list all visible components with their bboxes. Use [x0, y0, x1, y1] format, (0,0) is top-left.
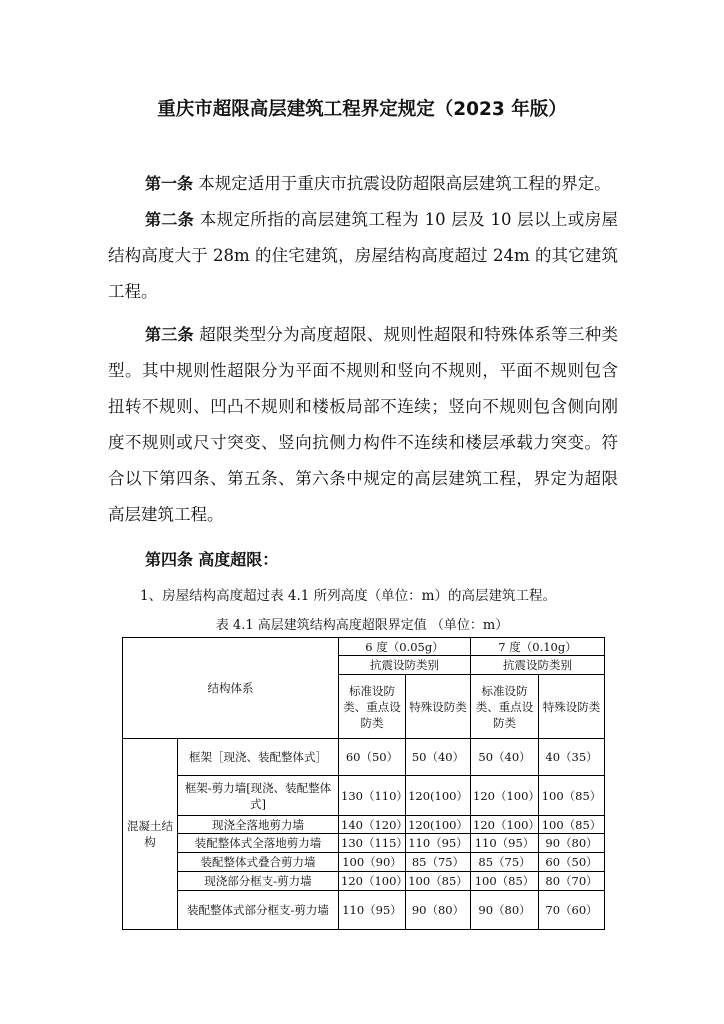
item-1: 1、房屋结构高度超过表 4.1 所列高度（单位：m）的高层建筑工程。 [140, 588, 556, 604]
table-cell: 120(100） [406, 776, 471, 816]
table-cell: 140（120） [339, 816, 406, 834]
table-cell: 120（100） [339, 872, 406, 891]
table-row-name: 装配整体式叠合剪力墙 [178, 853, 339, 872]
table-cell: 85（75） [471, 853, 539, 872]
table-cell: 90（80） [471, 891, 539, 930]
table-cell: 90（80） [539, 834, 605, 853]
table-cell: 120(100） [406, 816, 471, 834]
table-cell: 120（100） [471, 776, 539, 816]
article-1-label: 第一条 [145, 174, 194, 193]
table-cell: 110（95） [406, 834, 471, 853]
table-row-name: 现浇部分框支-剪力墙 [178, 872, 339, 891]
article-1 [108, 166, 618, 202]
page-title: 重庆市超限高层建筑工程界定规定（2023 年版） [157, 99, 567, 120]
article-3-text: 超限类型分为高度超限、规则性超限和特殊体系等三种类型。其中规则性超限分为平面不规则和竖向不规则，平面不规则包含扭转不规则、凹凸不规则和楼板局部不连续；竖向不规则包含侧向刚度不规则或尺寸突变、竖向抗侧力构件不连续和楼层承载力突变。符合以下第四条、第五条、第六条中规定的高层建筑工程，界定为超限高层建筑工程。 [108, 325, 618, 524]
table-cell: 50（40） [471, 739, 539, 776]
table-cell: 130（115） [339, 834, 406, 853]
header-structure-system: 结构体系 [123, 638, 339, 739]
height-limit-table [122, 637, 605, 930]
table-cell: 100（85） [471, 872, 539, 891]
table-cell: 100（85） [406, 872, 471, 891]
table-row-name: 装配整体式全落地剪力墙 [178, 834, 339, 853]
group-concrete-structure: 混凝土结构 [123, 739, 178, 930]
article-1-text: 本规定适用于重庆市抗震设防超限高层建筑工程的界定。 [198, 174, 611, 193]
table-cell: 80（70） [539, 872, 605, 891]
table-cell: 110（95） [471, 834, 539, 853]
article-4-label: 第四条 [145, 550, 194, 569]
table-cell: 85（75） [406, 853, 471, 872]
table-cell: 100（85） [539, 776, 605, 816]
table-row-name: 框架［现浇、装配整体式］ [178, 739, 339, 776]
article-2 [108, 202, 618, 310]
table-cell: 40（35） [539, 739, 605, 776]
header-standard-7: 标准设防类、重点设防类 [471, 675, 539, 739]
article-3-label: 第三条 [145, 325, 194, 344]
table-cell: 100（90） [339, 853, 406, 872]
article-2-label: 第二条 [145, 210, 195, 229]
table-cell: 130（110） [339, 776, 406, 816]
table-cell: 60（50） [339, 739, 406, 776]
article-2-text: 本规定所指的高层建筑工程为 10 层及 10 层以上或房屋结构高度大于 28m 的住宅建筑，房屋结构高度超过 24m 的其它建筑工程。 [108, 210, 618, 301]
header-standard-6: 标准设防类、重点设防类 [339, 675, 406, 739]
header-special-7: 特殊设防类 [539, 675, 605, 739]
table-cell: 60（50） [539, 853, 605, 872]
table-cell: 70（60） [539, 891, 605, 930]
header-category-7: 抗震设防类别 [471, 656, 605, 675]
table-row-name: 框架-剪力墙[现浇、装配整体式] [178, 776, 339, 816]
table-row-name: 现浇全落地剪力墙 [178, 816, 339, 834]
article-4-text: 高度超限： [198, 550, 279, 569]
table-cell: 50（40） [406, 739, 471, 776]
table-cell: 90（80） [406, 891, 471, 930]
header-category-6: 抗震设防类别 [339, 656, 471, 675]
article-4 [108, 542, 618, 578]
header-deg6: 6 度（0.05g） [339, 638, 471, 656]
table-cell: 120（100） [471, 816, 539, 834]
header-special-6: 特殊设防类 [406, 675, 471, 739]
table-row-name: 装配整体式部分框支-剪力墙 [178, 891, 339, 930]
table-cell: 100（85） [539, 816, 605, 834]
table-cell: 110（95） [339, 891, 406, 930]
table-caption: 表 4.1 高层建筑结构高度超限界定值 （单位：m） [215, 618, 509, 633]
article-3 [108, 317, 618, 533]
header-deg7: 7 度（0.10g） [471, 638, 605, 656]
